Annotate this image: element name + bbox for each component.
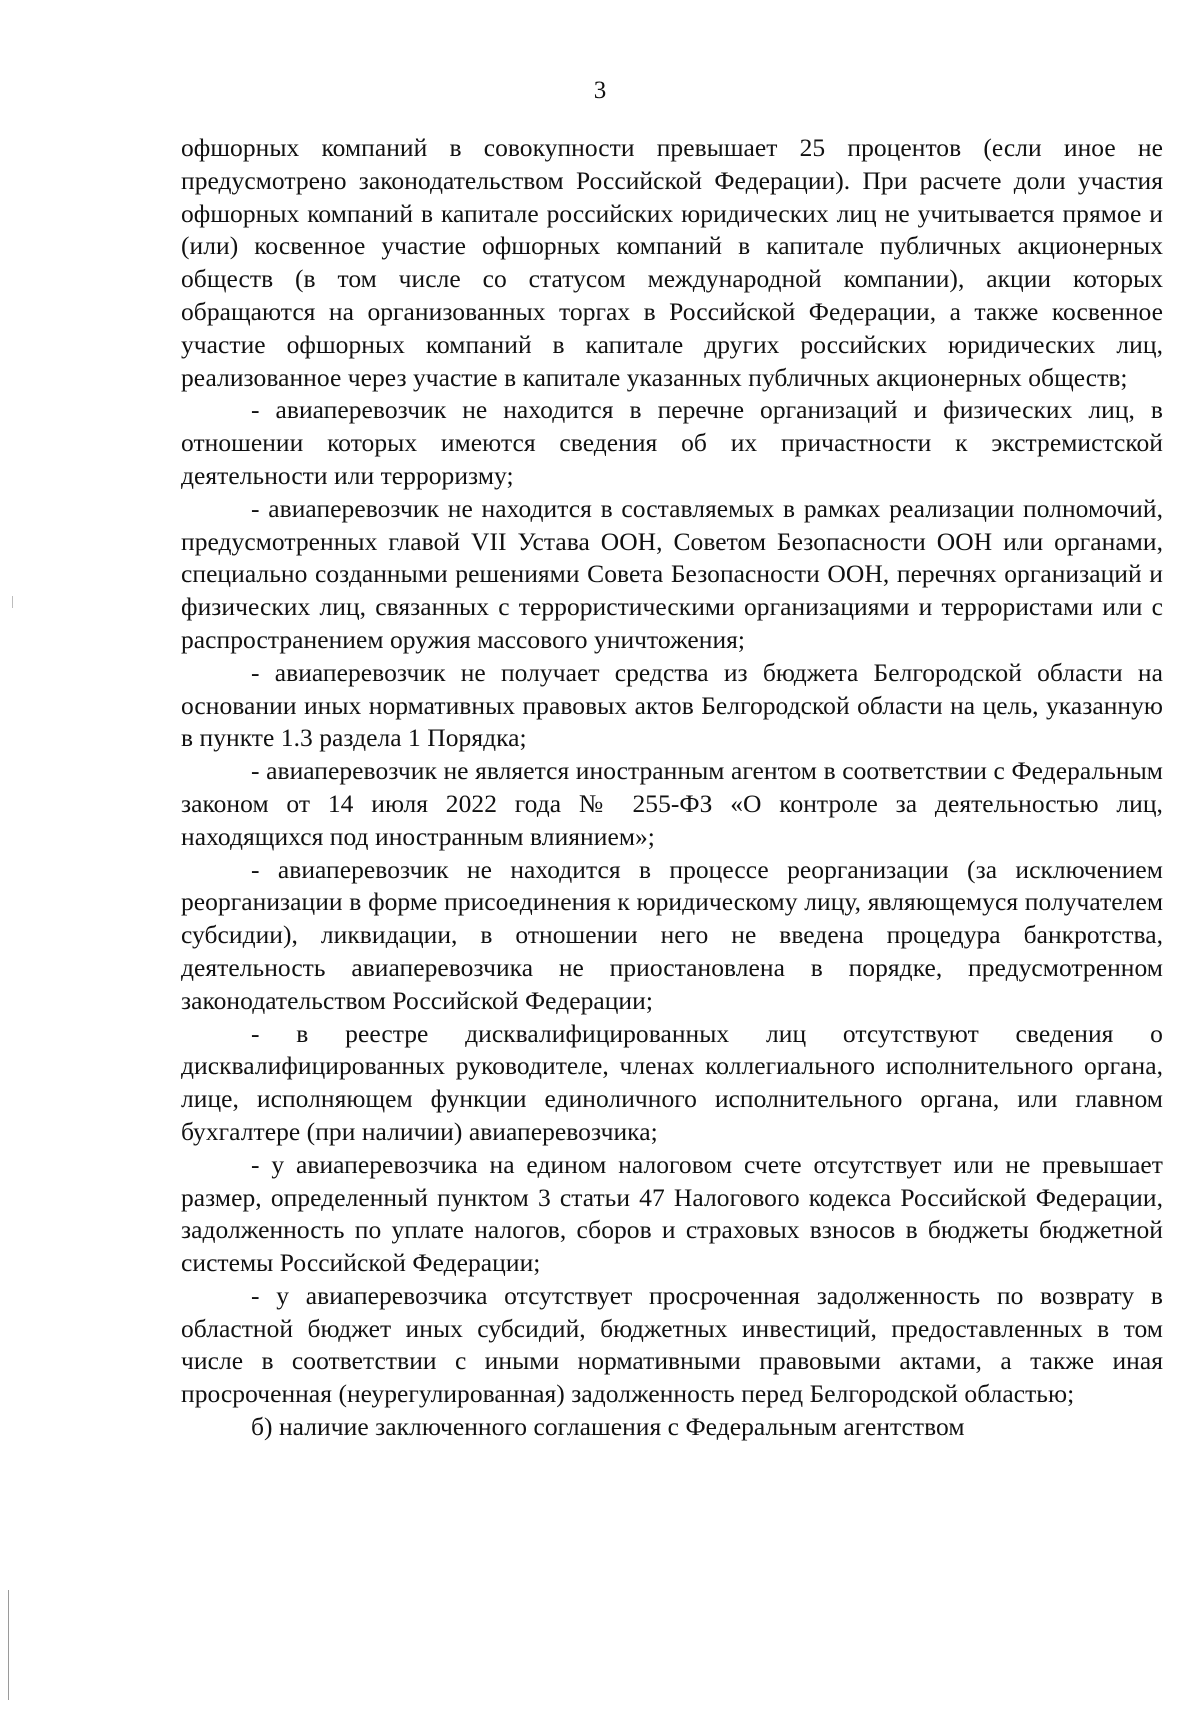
list-item-tax-debt: - у авиаперевозчика на едином налоговом счете отсутствует или не превышает размер, определенный пунктом 3 статьи 47 Налогового кодекса Российской Федерации, задолженность по уплате налогов, сборов и страховых взносов в бюджеты бюджетной системы Российской Федерации; [181, 1149, 1163, 1278]
scan-artifact-mark [12, 596, 13, 608]
list-item-regional-budget-funds: - авиаперевозчик не получает средства из бюджета Белгородской области на основании иных нормативных правовых актов Белгородской области на цель, указанную в пункте 1.3 раздела 1 Порядка; [181, 657, 1163, 753]
list-item-reorganization-status: - авиаперевозчик не находится в процессе реорганизации (за исключением реорганизации в форме присоединения к юридическому лицу, являющемуся получателем субсидии), ликвидации, в отношении него не введена процедура банкротства, деятельность авиаперевозчика не приостановлена в порядке, предусмотренном законодательством Российской Федерации; [181, 854, 1163, 1015]
list-item-overdue-debt: - у авиаперевозчика отсутствует просроченная задолженность по возврату в областной бюджет иных субсидий, бюджетных инвестиций, предоставленных в том числе в соответствии с иными нормативными правовыми актами, а также иная просроченная (неурегулированная) задолженность перед Белгородской областью; [181, 1280, 1163, 1409]
list-item-un-sanctions-list: - авиаперевозчик не находится в составляемых в рамках реализации полномочий, предусмотренных главой VII Устава ООН, Советом Безопасности ООН или органами, специально созданными решениями Совета Безопасности ООН, перечнях организаций и физических лиц, связанных с террористическими организациями и террористами или с распространением оружия массового уничтожения; [181, 493, 1163, 654]
scan-artifact-mark [8, 1590, 9, 1700]
page-number: 3 [593, 77, 607, 104]
list-item-foreign-agent-status: - авиаперевозчик не является иностранным агентом в соответствии с Федеральным законом от 14 июля 2022 года № 255-ФЗ «О контроле за деятельностью лиц, находящихся под иностранным влиянием»; [181, 756, 1163, 851]
paragraph-continuation: офшорных компаний в совокупности превышает 25 процентов (если иное не предусмотрено законодательством Российской Федерации). При расчете доли участия офшорных компаний в капитале российских юридических лиц не учитывается прямое и (или) косвенное участие офшорных компаний в капитале публичных акционерных обществ (в том числе со статусом международной компании), акции которых обращаются на организованных торгах в Российской Федерации, а также косвенное участие офшорных компаний в капитале других российских юридических лиц, реализованное через участие в капитале указанных публичных акционерных обществ; [181, 133, 1163, 392]
list-item-extremism-list: - авиаперевозчик не находится в перечне организаций и физических лиц, в отношении которых имеются сведения об их причастности к экстремистской деятельности или терроризму; [181, 395, 1163, 490]
list-item-agreement-requirement: б) наличие заключенного соглашения с Федеральным агентством [251, 1412, 965, 1442]
list-item-disqualified-persons: - в реестре дисквалифицированных лиц отсутствуют сведения о дисквалифицированных руководителе, членах коллегиального исполнительного органа, лице, исполняющем функции единоличного исполнительного органа, или главном бухгалтере (при наличии) авиаперевозчика; [181, 1018, 1163, 1146]
document-body [181, 132, 1163, 1444]
